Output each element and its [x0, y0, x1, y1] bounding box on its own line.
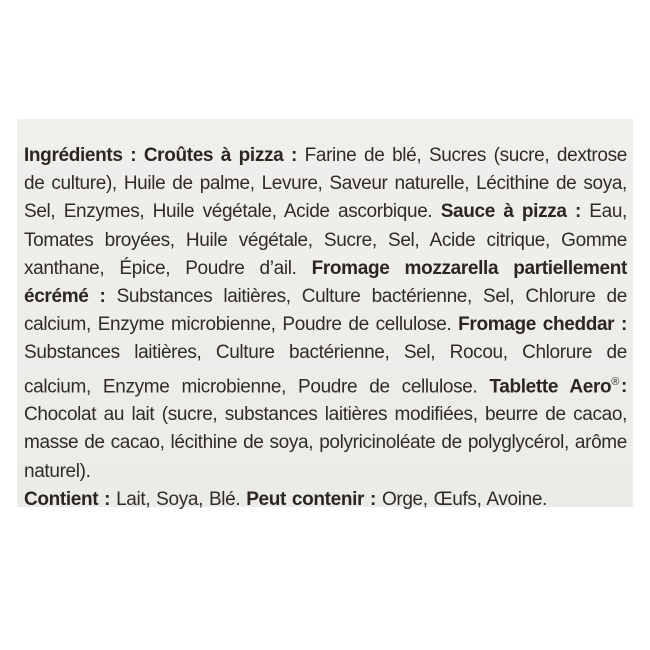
may-contain-allergens: Orge, Œufs, Avoine.	[381, 488, 547, 510]
mozzarella-heading: Fromage mozzarella partiellement écrémé :	[24, 257, 627, 308]
cheddar-heading: Fromage cheddar :	[458, 314, 627, 336]
mozzarella-ingredients: Substances laitières, Culture bactérienne, Sel, Chlorure de calcium, Enzyme microbienne, Poudre de cellulose.	[24, 286, 627, 336]
sauce-heading: Sauce à pizza :	[440, 201, 581, 223]
aero-ingredients: Chocolat au lait (sucre, substances laitières modifiées, beurre de cacao, masse de cacao, lécithine de soya, polyricinoléate de polyglycérol, arôme naturel).	[24, 404, 627, 482]
ingredients-heading: Ingrédients :	[24, 145, 137, 166]
crust-heading: Croûtes à pizza :	[143, 145, 297, 166]
registered-mark: ®	[611, 375, 620, 388]
contains-heading: Contient :	[24, 488, 111, 510]
aero-colon: :	[621, 375, 628, 397]
aero-heading: Tablette Aero	[489, 375, 612, 397]
cheddar-ingredients: Substances laitières, Culture bactérienne, Sel, Rocou, Chlorure de calcium, Enzyme microbienne, Poudre de cellulose.	[24, 342, 627, 397]
contains-allergens: Lait, Soya, Blé.	[116, 488, 241, 510]
crust-ingredients: Farine de blé, Sucres (sucre, dextrose de culture), Huile de palme, Levure, Saveur naturelle, Lécithine de soya, Sel, Enzymes, Huile végétale, Acide ascorbique.	[24, 145, 627, 223]
ingredients-paragraph	[24, 142, 627, 514]
ingredients-label	[17, 119, 633, 510]
sauce-ingredients: Eau, Tomates broyées, Huile végétale, Sucre, Sel, Acide citrique, Gomme xanthane, Épice, Poudre d’ail.	[24, 201, 627, 279]
may-contain-heading: Peut contenir :	[246, 488, 376, 510]
